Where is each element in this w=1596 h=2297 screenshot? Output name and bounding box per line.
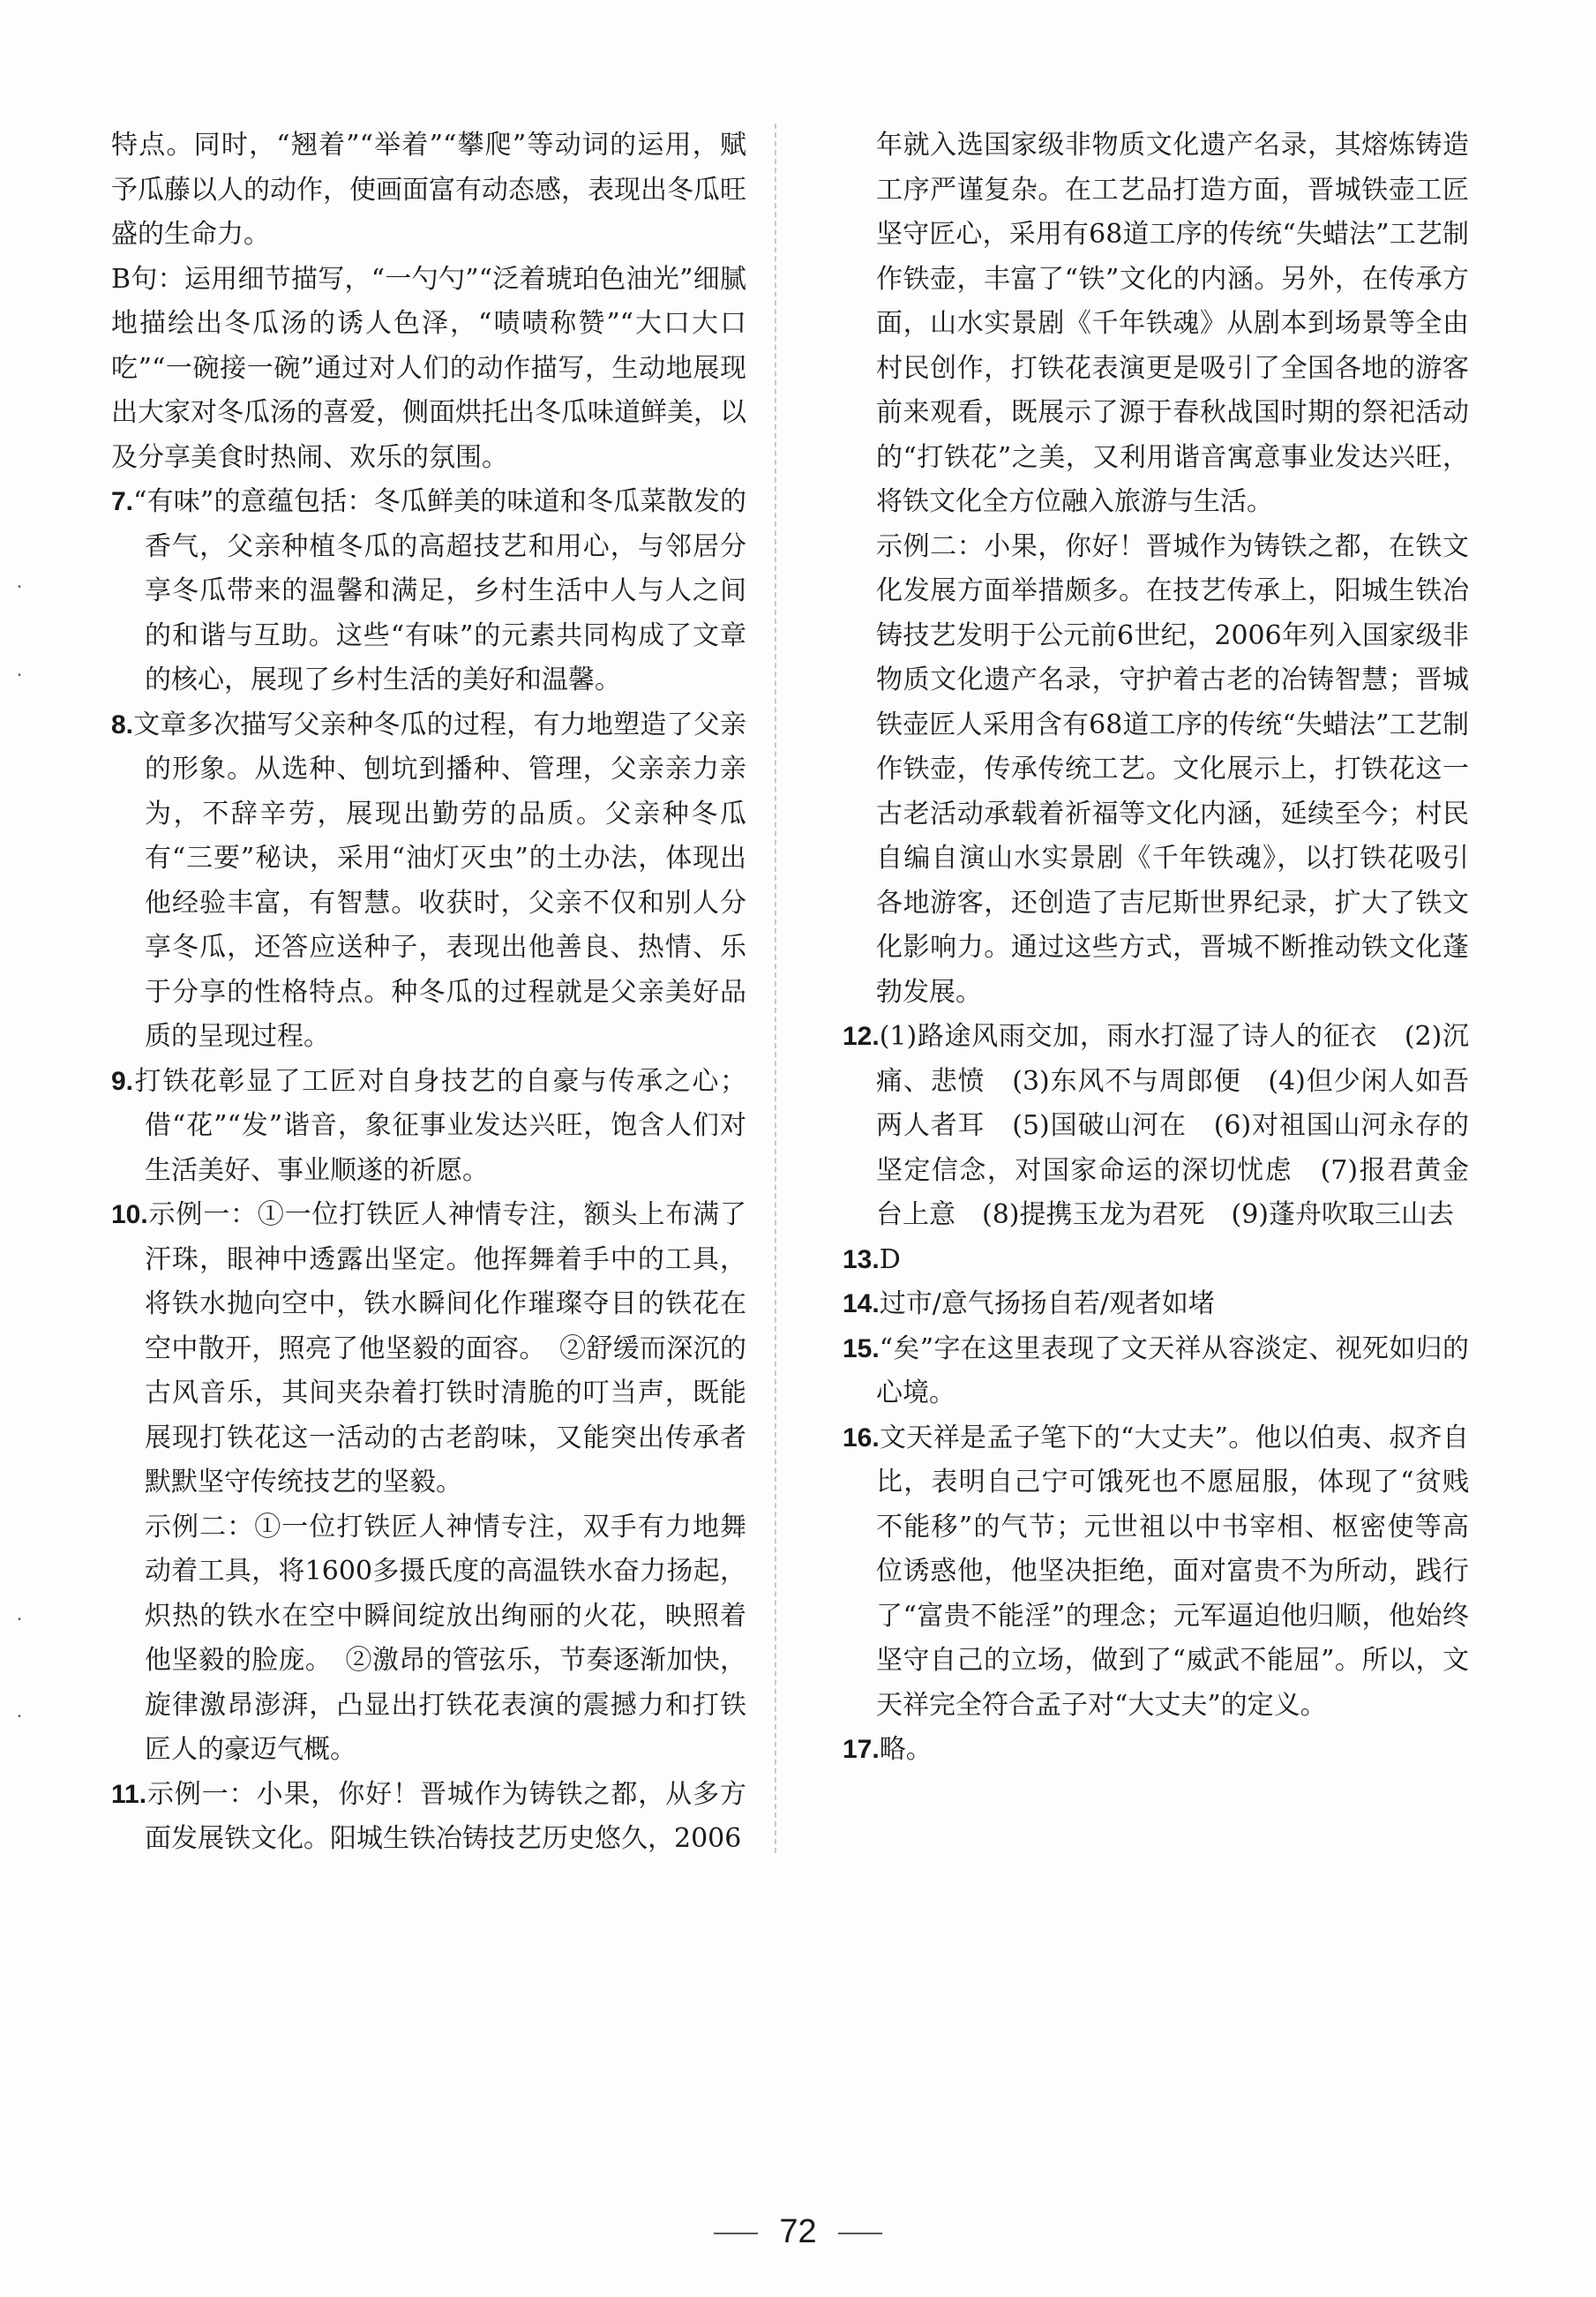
answer-item-9: [111, 1060, 746, 1194]
item-number: 17.: [843, 1735, 880, 1764]
footer-rule-left: [714, 2233, 758, 2234]
answer-item-14: [843, 1282, 1469, 1327]
item-number: 14.: [843, 1289, 880, 1318]
margin-mark: ˙: [14, 582, 25, 607]
answer-text: 文章多次描写父亲种冬瓜的过程，有力地塑造了父亲的形象。从选种、刨坑到播种、管理，父亲亲力亲为，不辞辛劳，展现出勤劳的品质。父亲种冬瓜有“三要”秘诀，采用“油灯灭虫”的土办法，体现出他经验丰富，有智慧。收获时，父亲不仅和别人分享冬瓜，还答应送种子，表现出他善良、热情、乐于分享的性格特点。种冬瓜的过程就是父亲美好品质的呈现过程。: [133, 709, 746, 1052]
item-number: 8.: [111, 709, 134, 739]
answer-text: (1)路途风雨交加，雨水打湿了诗人的征衣 (2)沉痛、悲愤 (3)东风不与周郎便 (4)但少闲人如吾两人者耳 (5)国破山河在 (6)对祖国山河永存的坚定信念，对国家命运的深切忧虑 (7)报君黄金台上意 (8)提携玉龙为君死 (9)蓬舟吹取三山去: [876, 1021, 1469, 1230]
left-column: [111, 124, 746, 1862]
answer-text: B句：运用细节描写，“一勺勺”“泛着琥珀色油光”细腻地描绘出冬瓜汤的诱人色泽，“啧啧称赞”“大口大口吃”“一碗接一碗”通过对人们的动作描写，生动地展现出大家对冬瓜汤的喜爱，侧面烘托出冬瓜味道鲜美，以及分享美食时热闹、欢乐的氛围。: [111, 263, 746, 473]
item-number: 15.: [843, 1333, 880, 1363]
answer-item-10: [111, 1193, 746, 1505]
margin-mark: ˙: [14, 1712, 25, 1737]
answer-text: “矣”字在这里表现了文天祥从容淡定、视死如归的心境。: [876, 1332, 1469, 1408]
answer-item-12: [843, 1015, 1469, 1238]
answer-text: 略。: [879, 1734, 933, 1765]
answer-text: 示例一：①一位打铁匠人神情专注，额头上布满了汗珠，眼神中透露出坚定。他挥舞着手中的工具，将铁水抛向空中，铁水瞬间化作璀璨夺目的铁花在空中散开，照亮了他坚毅的面容。 ②舒缓而深沉的古风音乐，其间夹杂着打铁时清脆的叮当声，既能展现打铁花这一活动的古老韵味，又能突出传承者默默坚守传统技艺的坚毅。: [145, 1199, 746, 1498]
answer-text: 文天祥是孟子笔下的“大丈夫”。他以伯夷、叔齐自比，表明自己宁可饿死也不愿屈服，体现了“贫贱不能移”的气节；元世祖以中书宰相、枢密使等高位诱惑他，他坚决拒绝，面对富贵不为所动，践行了“富贵不能淫”的理念；元军逼迫他归顺，他始终坚守自己的立场，做到了“威武不能屈”。所以，文天祥完全符合孟子对“大丈夫”的定义。: [876, 1422, 1469, 1721]
margin-mark: ˙: [14, 1615, 25, 1640]
item-number: 10.: [111, 1200, 148, 1229]
item-number: 7.: [111, 487, 134, 516]
answer-text: 示例二：①一位打铁匠人神情专注，双手有力地舞动着工具，将1600多摄氏度的高温铁水奋力扬起，炽热的铁水在空中瞬间绽放出绚丽的火花，映照着他坚毅的脸庞。 ②激昂的管弦乐，节奏逐渐加快，旋律激昂澎湃，凸显出打铁花表演的震撼力和打铁匠人的豪迈气概。: [145, 1511, 746, 1765]
page-footer: [0, 2213, 1596, 2251]
right-column: [843, 124, 1469, 1773]
answer-text: “有味”的意蕴包括：冬瓜鲜美的味道和冬瓜菜散发的香气，父亲种植冬瓜的高超技艺和用心，与邻居分享冬瓜带来的温馨和满足，乡村生活中人与人之间的和谐与互助。这些“有味”的元素共同构成了文章的核心，展现了乡村生活的美好和温馨。: [133, 486, 746, 695]
item-number: 16.: [843, 1422, 880, 1453]
item-number: 11.: [111, 1779, 147, 1809]
answer-text: 年就入选国家级非物质文化遗产名录，其熔炼铸造工序严谨复杂。在工艺品打造方面，晋城铁壶工匠坚守匠心，采用有68道工序的传统“失蜡法”工艺制作铁壶，丰富了“铁”文化的内涵。另外，在传承方面，山水实景剧《千年铁魂》从剧本到场景等全由村民创作，打铁花表演更是吸引了全国各地的游客前来观看，既展示了源于春秋战国时期的祭祀活动的“打铁花”之美，又利用谐音寓意事业发达兴旺，将铁文化全方位融入旅游与生活。: [876, 130, 1469, 517]
answer-item-11: [111, 1773, 746, 1862]
answer-item-15: [843, 1327, 1469, 1416]
answer-text: 示例一：小果，你好！晋城作为铸铁之都，从多方面发展铁文化。阳城生铁冶铸技艺历史悠久，2006: [145, 1778, 746, 1854]
item-number: 13.: [843, 1244, 880, 1274]
answer-text: D: [879, 1243, 901, 1275]
column-divider: [775, 124, 776, 1853]
answer-item-17: [843, 1728, 1469, 1773]
answer-item-7: [111, 480, 746, 703]
page-number: 72: [779, 2213, 817, 2250]
answer-item-16: [843, 1416, 1469, 1729]
item-number: 9.: [111, 1066, 134, 1096]
answer-item-8: [111, 703, 746, 1060]
answer-item-13: [843, 1238, 1469, 1283]
answer-text: 过市/意气扬扬自若/观者如堵: [879, 1288, 1215, 1319]
margin-mark: ˙: [14, 671, 25, 695]
answer-text: 特点。同时，“翘着”“举着”“攀爬”等动词的运用，赋予瓜藤以人的动作，使画面富有动态感，表现出冬瓜旺盛的生命力。: [111, 130, 746, 250]
answer-text: 打铁花彰显了工匠对自身技艺的自豪与传承之心；借“花”“发”谐音，象征事业发达兴旺，饱含人们对生活美好、事业顺遂的祈愿。: [133, 1065, 746, 1186]
footer-rule-right: [838, 2233, 882, 2234]
answer-text: 示例二：小果，你好！晋城作为铸铁之都，在铁文化发展方面举措颇多。在技艺传承上，阳城生铁冶铸技艺发明于公元前6世纪，2006年列入国家级非物质文化遗产名录，守护着古老的冶铸智慧；晋城铁壶匠人采用含有68道工序的传统“失蜡法”工艺制作铁壶，传承传统工艺。文化展示上，打铁花这一古老活动承载着祈福等文化内涵，延续至今；村民自编自演山水实景剧《千年铁魂》，以打铁花吸引各地游客，还创造了吉尼斯世界纪录，扩大了铁文化影响力。通过这些方式，晋城不断推动铁文化蓬勃发展。: [876, 530, 1469, 1008]
item-number: 12.: [843, 1022, 880, 1051]
